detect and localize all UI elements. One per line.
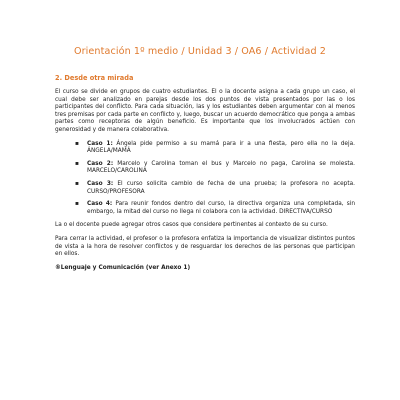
case-label: Caso 4:	[87, 201, 113, 208]
section-title: 2. Desde otra mirada	[55, 74, 134, 82]
case-label: Caso 1:	[87, 140, 113, 147]
case-label: Caso 3:	[87, 180, 114, 187]
bullet-icon: ▪	[75, 180, 79, 187]
case-text: Marcelo y Carolina toman el bus y Marcelo no paga, Carolina se molesta. MARCELO/CAROLINA	[87, 160, 356, 175]
case-text: Ángela pide permiso a su mamá para ir a una fiesta, pero ella no la deja. ÁNGELA/MAMÁ	[87, 140, 355, 155]
case-item-4	[75, 201, 355, 216]
subject-reference: ®Lenguaje y Comunicación (ver Anexo 1)	[55, 264, 191, 271]
case-list	[55, 141, 355, 217]
case-text: Para reunir fondos dentro del curso, la directiva organiza una completada, sin embargo, la mitad del curso no llega ni colabora con la actividad. DIRECTIVA/CURSO	[87, 201, 355, 215]
case-item-3	[75, 181, 355, 196]
page-header-title: Orientación 1º medio / Unidad 3 / OA6 / Actividad 2	[73, 46, 327, 57]
bullet-icon: ▪	[75, 160, 79, 167]
bullet-icon: ▪	[75, 201, 79, 208]
closing-paragraph: Para cerrar la actividad, el profesor o la profesora enfatiza la importancia de visualizar distintos puntos de vista a la hora de resolver conflictos y de resguardar los derechos de las personas que participan en ellos.	[55, 235, 355, 258]
bullet-icon: ▪	[75, 140, 79, 147]
intro-paragraph: El curso se divide en grupos de cuatro estudiantes. El o la docente asigna a cada grupo un caso, el cual debe ser analizado en parejas desde los dos puntos de vista presentados por las o los participantes del conflicto. Para cada situación, las y los estudiantes deben argumentar con al menos tres premisas por cada parte en conflicto y, luego, buscar un acuerdo democrático que ponga a ambas partes como receptoras de algún beneficio. Es importante que los involucrados actúen con generosidad y de manera colaborativa.	[55, 89, 355, 133]
additional-cases-paragraph: La o el docente puede agregar otros casos que considere pertinentes al contexto de su curso.	[55, 222, 328, 229]
case-item-2	[75, 161, 355, 176]
case-text: El curso solicita cambio de fecha de una prueba; la profesora no acepta. CURSO/PROFESORA	[87, 180, 355, 195]
case-label: Caso 2:	[87, 160, 114, 167]
activity-content	[55, 74, 355, 272]
case-item-1	[75, 141, 355, 156]
